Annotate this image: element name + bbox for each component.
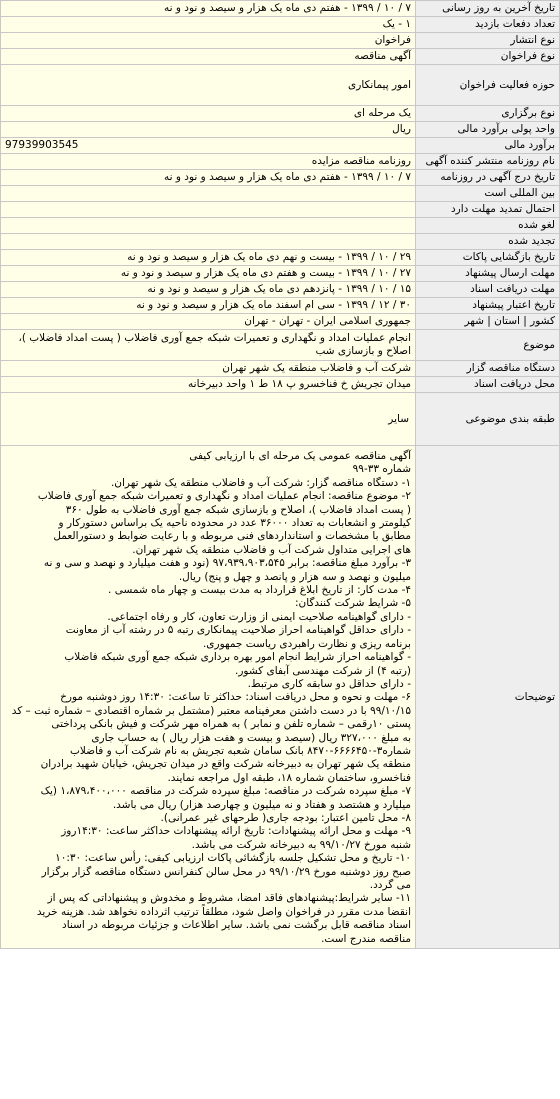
row-doc-deadline — [1, 282, 560, 298]
last-update-value: ۷ / ۱۰ / ۱۳۹۹ - هفتم دی ماه یک هزار و سیصد و نود و نه — [1, 1, 416, 17]
row-visit-count — [1, 17, 560, 33]
renewed-label: تجدید شده — [416, 234, 560, 250]
location-label: کشور | استان | شهر — [416, 314, 560, 330]
submit-deadline-label: مهلت ارسال پیشنهاد — [416, 266, 560, 282]
location-value: جمهوری اسلامی ایران - تهران - تهران — [1, 314, 416, 330]
visit-count-label: تعداد دفعات بازدید — [416, 17, 560, 33]
category-value: سایر — [1, 393, 416, 446]
ad-date-value: ۷ / ۱۰ / ۱۳۹۹ - هفتم دی ماه یک هزار و سیصد و نود و نه — [1, 170, 416, 186]
row-publisher-name — [1, 154, 560, 170]
description-line: - دارای حداقل گواهینامه احراز صلاحیت پیمانکاری رتبه ۵ در رشته آب از معاونت — [65, 624, 411, 637]
cancelled-value — [1, 218, 416, 234]
description-line: برنامه ریزی و نظارت راهبردی ریاست جمهوری. — [202, 637, 411, 650]
description-line: منطقه یک شهر تهران به دبیرخانه شرکت واقع در میدان تجریش، خیابان شهید برادران — [40, 758, 411, 771]
validity-date-label: تاریخ اعتبار پیشنهاد — [416, 298, 560, 314]
description-line: ۱۱- سایر شرایط:پیشنهادهای فاقد امضا، مشروط و مخدوش و پیشنهاداتی که پس از — [47, 892, 411, 905]
financial-estimate-value: 97939903545 — [1, 138, 416, 154]
description-line: اسناد مناقصه قابل برگشت نمی باشد. سایر اطلاعات و جزئیات مربوطه در اسناد — [62, 919, 411, 932]
row-cancelled — [1, 218, 560, 234]
row-validity-date — [1, 298, 560, 314]
description-line: ۴- مدت کار: از تاریخ ابلاغ قرارداد به مدت بیست و چهار ماه شمسی . — [108, 584, 411, 597]
description-line: کیلومتر و انشعابات به تعداد ۳۶۰۰۰ عدد در محدوده ناحیه یک براساس دستورکار و — [58, 517, 411, 530]
call-type-label: نوع فراخوان — [416, 49, 560, 65]
doc-place-value: میدان تجریش خ فناخسرو پ ۱۸ ط ۱ واحد دبیرخانه — [1, 377, 416, 393]
row-renewed — [1, 234, 560, 250]
description-line: - دارای گواهینامه صلاحیت ایمنی از وزارت تعاون، کار و رفاه اجتماعی. — [107, 610, 411, 623]
doc-deadline-value: ۱۵ / ۱۰ / ۱۳۹۹ - پانزدهم دی ماه یک هزار و سیصد و نود و نه — [1, 282, 416, 298]
description-line: ۹۹/۱۰/۱۵ با در دست داشتن معرفینامه معتبر (مشتمل بر شماره اقتصادی – شماره ثبت – کد — [11, 704, 411, 717]
activity-field-label: حوزه فعالیت فراخوان — [416, 65, 560, 106]
row-last-update — [1, 1, 560, 17]
category-label: طبقه بندی موضوعی — [416, 393, 560, 446]
description-value — [1, 446, 416, 949]
publish-type-label: نوع انتشار — [416, 33, 560, 49]
description-line: به مبلغ ۳۲۷،۰۰۰ ریال (سیصد و بیست و هفت هزار ریال ) به حساب جاری — [91, 731, 411, 744]
holding-type-value: یک مرحله ای — [1, 106, 416, 122]
financial-estimate-label: برآورد مالی — [416, 138, 560, 154]
cancelled-label: لغو شده — [416, 218, 560, 234]
opening-date-value: ۲۹ / ۱۰ / ۱۳۹۹ - بیست و نهم دی ماه یک هزار و سیصد و نود و نه — [1, 250, 416, 266]
ad-date-label: تاریخ درج آگهی در روزنامه — [416, 170, 560, 186]
extension-possible-label: احتمال تمدید مهلت دارد — [416, 202, 560, 218]
description-line: ۲- موضوع مناقصه: انجام عملیات امداد و نگهداری و تعمیرات شبکه جمع آوری فاضلاب — [37, 490, 411, 503]
description-line: ۱- دستگاه مناقصه گزار: شرکت آب و فاضلاب منطقه یک شهر تهران. — [110, 476, 411, 489]
description-line: ۳- برآورد مبلغ مناقصه: برابر ۹۷،۹۳۹،۹۰۳،۵۴۵ (نود و هفت میلیارد و نهصد و سی و نه — [43, 557, 411, 570]
row-subject — [1, 330, 560, 361]
renewed-value — [1, 234, 416, 250]
row-activity-field — [1, 65, 560, 106]
row-currency — [1, 122, 560, 138]
description-text — [5, 450, 411, 946]
description-line: ۵- شرایط شرکت کنندگان: — [294, 597, 411, 610]
doc-deadline-label: مهلت دریافت اسناد — [416, 282, 560, 298]
visit-count-value: ۱ - یک — [1, 17, 416, 33]
call-type-value: آگهی مناقصه — [1, 49, 416, 65]
description-line: ۷- مبلغ سپرده شرکت در مناقصه: مبلغ سپرده شرکت در مناقصه ۱،۸۷۹،۴۰۰،۰۰۰ (یک — [40, 785, 411, 798]
currency-value: ریال — [1, 122, 416, 138]
row-holding-type — [1, 106, 560, 122]
row-call-type — [1, 49, 560, 65]
description-line: میلیون و نهصد و سه هزار و پانصد و چهل و پنج) ریال. — [178, 570, 411, 583]
description-line: مطابق با مشخصات و استانداردهای فنی مربوطه و با رعایت ضوابط و دستورالعمل — [53, 530, 411, 543]
row-publish-type — [1, 33, 560, 49]
description-line: میلیارد و هشتصد و هفتاد و نه میلیون و چهارصد هزار) ریال می باشد. — [112, 798, 411, 811]
description-label: توضیحات — [416, 446, 560, 949]
organizer-label: دستگاه مناقصه گزار — [416, 361, 560, 377]
currency-label: واحد پولی برآورد مالی — [416, 122, 560, 138]
publisher-name-value: روزنامه مناقصه مزایده — [1, 154, 416, 170]
description-line: صبح روز دوشنبه مورخ ۹۹/۱۰/۲۹ در محل سالن کنفرانس دستگاه مناقصه گزار برگزار — [41, 865, 411, 878]
row-extension-possible — [1, 202, 560, 218]
row-ad-date — [1, 170, 560, 186]
subject-label: موضوع — [416, 330, 560, 361]
description-line: - دارای حداقل دو سابقه کاری مرتبط. — [247, 677, 411, 690]
extension-possible-value — [1, 202, 416, 218]
description-line: ۱۰- تاریخ و محل تشکیل جلسه بازگشائی پاکات ارزیابی کیفی: رأس ساعت: ۱۰:۳۰ — [55, 852, 411, 865]
submit-deadline-value: ۲۷ / ۱۰ / ۱۳۹۹ - بیست و هفتم دی ماه یک هزار و سیصد و نود و نه — [1, 266, 416, 282]
description-line: ۶- مهلت و نحوه و محل دریافت اسناد: حداکثر تا ساعت: ۱۴:۳۰ روز دوشنبه مورخ — [60, 691, 411, 704]
row-location — [1, 314, 560, 330]
doc-place-label: محل دریافت اسناد — [416, 377, 560, 393]
holding-type-label: نوع برگزاری — [416, 106, 560, 122]
description-line: (رتبه ۴) از شرکت مهندسی آبفای کشور. — [234, 664, 411, 677]
opening-date-label: تاریخ بازگشایی پاکات — [416, 250, 560, 266]
description-line: - گواهینامه احراز شرایط انجام امور بهره برداری شبکه جمع آوری شبکه فاضلاب — [64, 651, 411, 664]
international-value — [1, 186, 416, 202]
validity-date-value: ۳۰ / ۱۲ / ۱۳۹۹ - سی ام اسفند ماه یک هزار و سیصد و نود و نه — [1, 298, 416, 314]
description-line: فناخسرو، ساختمان شماره ۱۸، طبقه اول مراجعه نمایند. — [167, 771, 411, 784]
description-line: می گردد. — [369, 879, 411, 891]
description-line: ۸- محل تامین اعتبار: بودجه جاری( طرحهای غیر عمرانی). — [160, 811, 411, 824]
description-line: های اجرایی متداول شرکت آب و فاضلاب منطقه یک شهر تهران. — [132, 543, 411, 556]
description-line: انقضا مدت مقرر در فراخوان واصل شود، مطلقاً ترتیب اثرداده نخواهد شد. هزینه خرید — [36, 905, 411, 918]
row-category — [1, 393, 560, 446]
publisher-name-label: نام روزنامه منتشر کننده آگهی — [416, 154, 560, 170]
description-line: پستی ۱۰رقمی – شماره تلفن و نمابر ) به همراه مهر شرکت و فیش بانکی پرداختی — [51, 718, 411, 731]
row-description — [1, 446, 560, 949]
row-doc-place — [1, 377, 560, 393]
subject-value: انجام عملیات امداد و نگهداری و تعمیرات شبکه جمع آوری فاضلاب ( پست امداد فاضلاب )، اصلاح و بازسازی شب — [1, 330, 416, 361]
international-label: بین المللی است — [416, 186, 560, 202]
publish-type-value: فراخوان — [1, 33, 416, 49]
row-organizer — [1, 361, 560, 377]
page-footer-space — [0, 949, 560, 1099]
activity-field-value: امور پیمانکاری — [1, 65, 416, 106]
description-line: شماره ۳۳-۹۹ — [352, 463, 411, 476]
organizer-value: شرکت آب و فاضلاب منطقه یک شهر تهران — [1, 361, 416, 377]
row-opening-date — [1, 250, 560, 266]
description-line: مناقصه مندرج است. — [321, 932, 411, 945]
last-update-label: تاریخ آخرین به روز رسانی — [416, 1, 560, 17]
row-submit-deadline — [1, 266, 560, 282]
description-line: شنبه مورخ ۹۹/۱۰/۲۷ به دبیرخانه شرکت می باشد. — [191, 838, 411, 851]
description-line: آگهی مناقصه عمومی یک مرحله ای با ارزیابی کیفی — [189, 450, 411, 462]
row-international — [1, 186, 560, 202]
row-financial-estimate — [1, 138, 560, 154]
description-line: ۹- مهلت و محل ارائه پیشنهادات: تاریخ ارائه پیشنهادات حداکثر ساعت: ۱۴:۳۰روز — [61, 825, 411, 838]
description-line: شماره۳-۶۶۶۶۴۵۰-۸۴۷۰ بانک سامان شعبه تجریش به نام شرکت آب و فاضلاب — [70, 744, 411, 757]
description-line: ( پست امداد فاضلاب )، اصلاح و بازسازی شبکه جمع آوری فاضلاب به طول ۳۶۰ — [65, 503, 411, 516]
